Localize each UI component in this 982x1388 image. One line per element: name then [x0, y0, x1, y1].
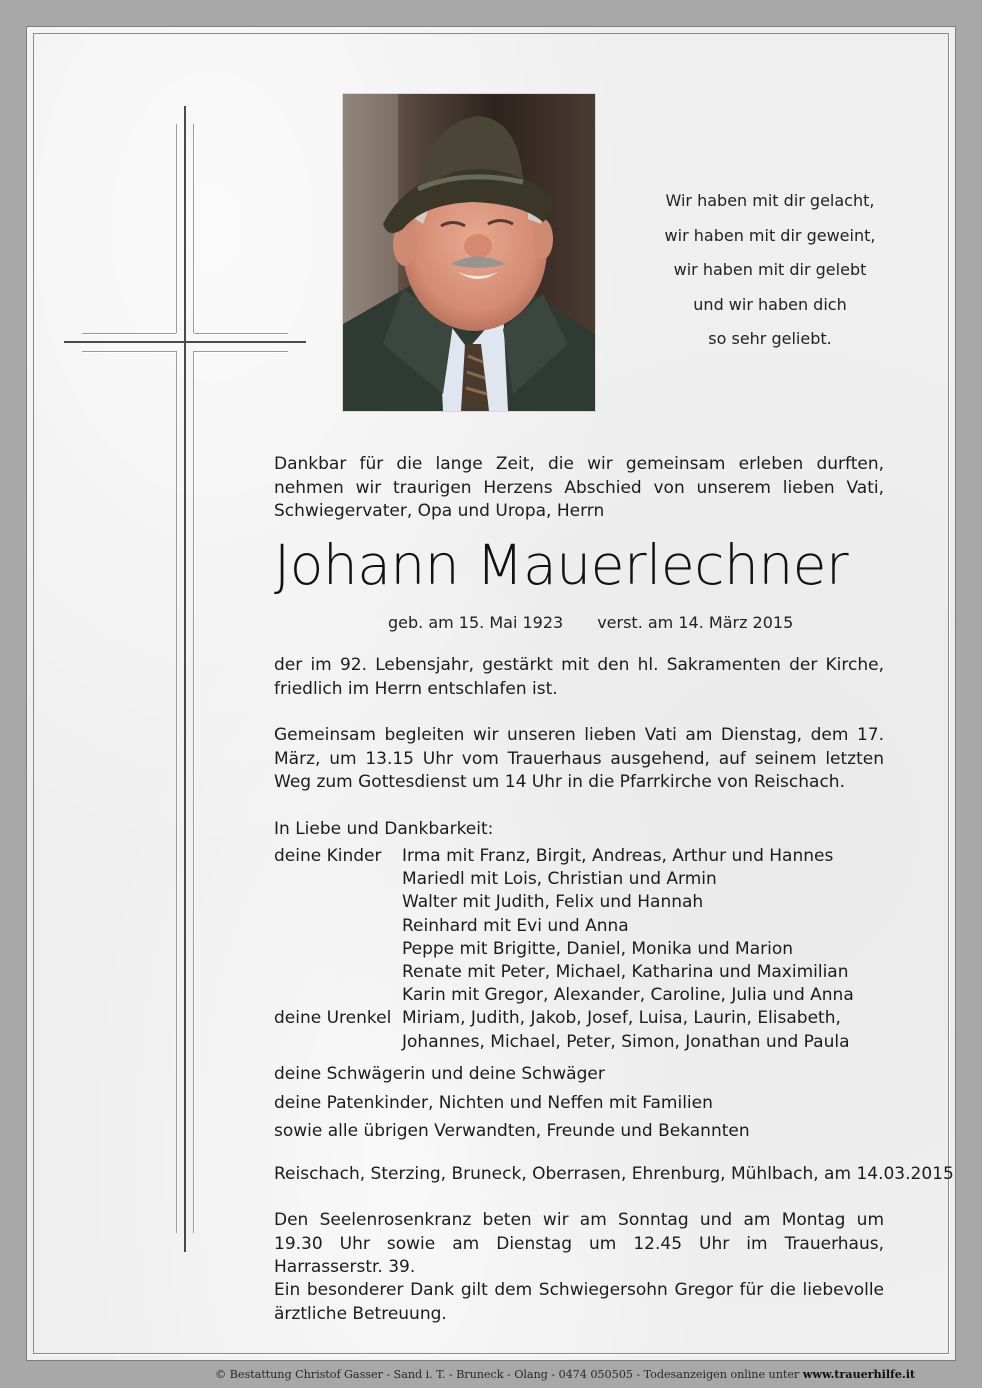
deceased-name: Johann Mauerlechner — [274, 533, 849, 597]
cross-outline — [82, 351, 176, 352]
birth-date: geb. am 15. Mai 1923 — [388, 613, 564, 632]
poem-line: und wir haben dich — [693, 294, 847, 314]
poem-line: wir haben mit dir geweint, — [664, 225, 876, 245]
cross-outline — [194, 351, 288, 352]
mourners-list — [274, 845, 894, 1054]
cross-outline — [193, 351, 194, 1233]
cross-outline — [176, 351, 177, 1233]
list-item: sowie alle übrigen Verwandten, Freunde und Bekannten — [274, 1121, 750, 1141]
cross-outline — [82, 333, 176, 334]
list-item: Walter mit Judith, Felix und Hannah — [402, 892, 704, 913]
life-dates — [388, 612, 793, 634]
footer-text: © Bestattung Christof Gasser - Sand i. T. - Bruneck - Olang - 0474 050505 - Todesanzeigen online unter — [214, 1368, 803, 1381]
list-item: Karin mit Gregor, Alexander, Caroline, Julia und Anna — [402, 985, 854, 1006]
list-item: Miriam, Judith, Jakob, Josef, Luisa, Laurin, Elisabeth, — [402, 1008, 841, 1029]
list-item: Renate mit Peter, Michael, Katharina und Maximilian — [402, 962, 849, 983]
portrait-photo — [343, 94, 595, 411]
rosary-paragraph: Den Seelenrosenkranz beten wir am Sonntag und am Montag um 19.30 Uhr sowie am Dienstag um 12.45 Uhr im Trauerhaus, Harrasserstr. 39. — [274, 1210, 884, 1277]
children-group — [274, 845, 894, 1007]
other-mourners — [274, 1060, 750, 1146]
list-item: deine Patenkinder, Nichten und Neffen mit Familien — [274, 1092, 713, 1113]
poem-line: so sehr geliebt. — [708, 329, 832, 348]
list-item: Mariedl mit Lois, Christian und Armin — [402, 869, 717, 890]
intro-paragraph: Dankbar für die lange Zeit, die wir gemeinsam erleben durften, nehmen wir traurigen Herzens Abschied von unserem lieben Vati, Schwiegervater, Opa und Uropa, Herrn — [274, 454, 884, 521]
names-list — [402, 845, 854, 1007]
portrait-illustration — [343, 94, 595, 411]
passing-paragraph: der im 92. Lebensjahr, gestärkt mit den hl. Sakramenten der Kirche, friedlich im Herrn entschlafen ist. — [274, 655, 884, 699]
list-item: Peppe mit Brigitte, Daniel, Monika und Marion — [402, 938, 794, 959]
mourners-heading: In Liebe und Dankbarkeit: — [274, 819, 494, 839]
role-label: deine Kinder — [274, 846, 382, 866]
footer-link[interactable]: www.trauerhilfe.it — [802, 1367, 916, 1381]
cross-outline — [194, 333, 288, 334]
cross-vertical-line — [184, 106, 186, 1252]
list-item: deine Schwägerin und deine Schwäger — [274, 1064, 605, 1084]
list-item: Irma mit Franz, Birgit, Andreas, Arthur und Hannes — [402, 846, 834, 866]
cross-horizontal-line — [64, 341, 306, 343]
cross-outline — [193, 124, 194, 333]
funeral-paragraph: Gemeinsam begleiten wir unseren lieben Vati am Dienstag, dem 17. März, um 13.15 Uhr vom Trauerhaus ausgehend, auf seinem letzten Weg zum Gottesdienst um 14 Uhr in die Pfarrkirche von Reischach. — [274, 725, 884, 792]
list-item: Johannes, Michael, Peter, Simon, Jonathan und Paula — [402, 1031, 850, 1052]
poem — [620, 184, 920, 357]
poem-line: wir haben mit dir gelebt — [673, 260, 867, 279]
footer — [0, 1364, 982, 1385]
place-and-date: Reischach, Sterzing, Bruneck, Oberrasen, Ehrenburg, Mühlbach, am 14.03.2015 — [274, 1164, 954, 1184]
role-label: deine Urenkel — [274, 1008, 392, 1029]
poem-line: Wir haben mit dir gelacht, — [665, 191, 875, 210]
names-list — [402, 1007, 850, 1053]
great-grandchildren-group — [274, 1007, 894, 1053]
death-date: verst. am 14. März 2015 — [597, 613, 794, 632]
special-thanks-paragraph: Ein besonderer Dank gilt dem Schwiegersohn Gregor für die liebevolle ärztliche Betreuung. — [274, 1280, 884, 1324]
list-item: Reinhard mit Evi und Anna — [402, 915, 629, 936]
cross-outline — [176, 124, 177, 333]
